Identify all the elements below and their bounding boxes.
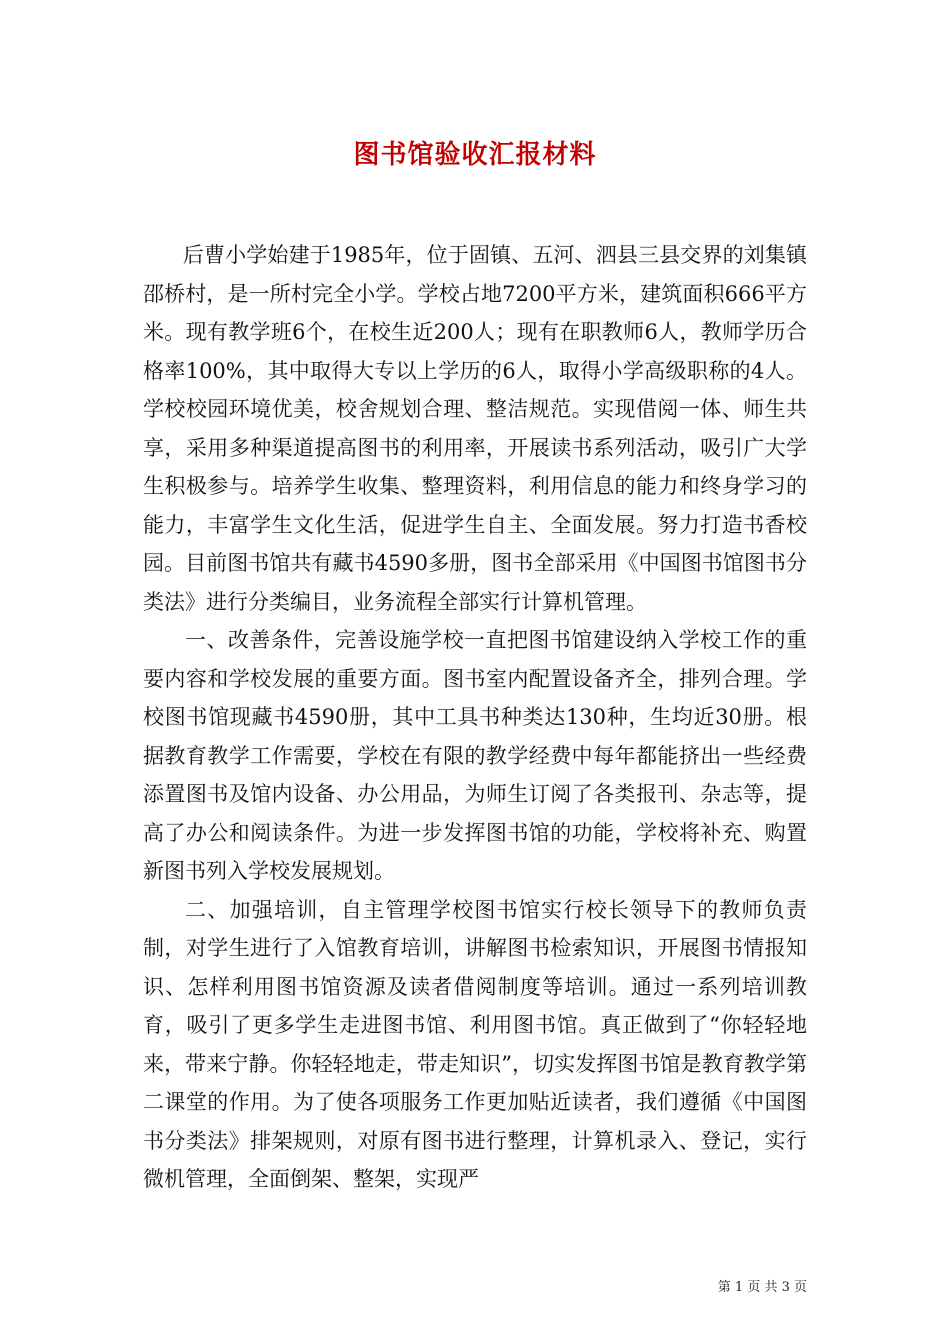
- page-number-footer: 第 1 页 共 3 页: [717, 1280, 807, 1295]
- paragraph-section-1: 一、改善条件，完善设施学校一直把图书馆建设纳入学校工作的重要内容和学校发展的重要方面。图书室内配置设备齐全，排列合理。学校图书馆现藏书4590册，其中工具书种类达130种，生均近30册。根据教育教学工作需要，学校在有限的教学经费中每年都能挤出一些经费添置图书及馆内设备、办公用品，为师生订阅了各类报刊、杂志等，提高了办公和阅读条件。为进一步发挥图书馆的功能，学校将补充、购置新图书列入学校发展规划。: [143, 628, 807, 883]
- paragraph-section-2: 二、加强培训，自主管理学校图书馆实行校长领导下的教师负责制，对学生进行了入馆教育培训，讲解图书检索知识，开展图书情报知识、怎样利用图书馆资源及读者借阅制度等培训。通过一系列培训教育，吸引了更多学生走进图书馆、利用图书馆。真正做到了“你轻轻地来，带来宁静。你轻轻地走，带走知识”，切实发挥图书馆是教育教学第二课堂的作用。为了使各项服务工作更加贴近读者，我们遵循《中国图书分类法》排架规则，对原有图书进行整理，计算机录入、登记，实行微机管理，全面倒架、整架，实现严: [143, 897, 807, 1191]
- paragraph-intro: 后曹小学始建于1985年，位于固镇、五河、泗县三县交界的刘集镇邵桥村，是一所村完全小学。学校占地7200平方米，建筑面积666平方米。现有教学班6个，在校生近200人；现有在职教师6人，教师学历合格率100%，其中取得大专以上学历的6人，取得小学高级职称的4人。学校校园环境优美，校舍规划合理、整洁规范。实现借阅一体、师生共享，采用多种渠道提高图书的利用率，开展读书系列活动，吸引广大学生积极参与。培养学生收集、整理资料，利用信息的能力和终身学习的能力，丰富学生文化生活，促进学生自主、全面发展。努力打造书香校园。目前图书馆共有藏书4590多册，图书全部采用《中国图书馆图书分类法》进行分类编目，业务流程全部实行计算机管理。: [143, 243, 807, 614]
- document-body: [143, 236, 807, 1199]
- document-title: 图书馆验收汇报材料: [353, 140, 597, 170]
